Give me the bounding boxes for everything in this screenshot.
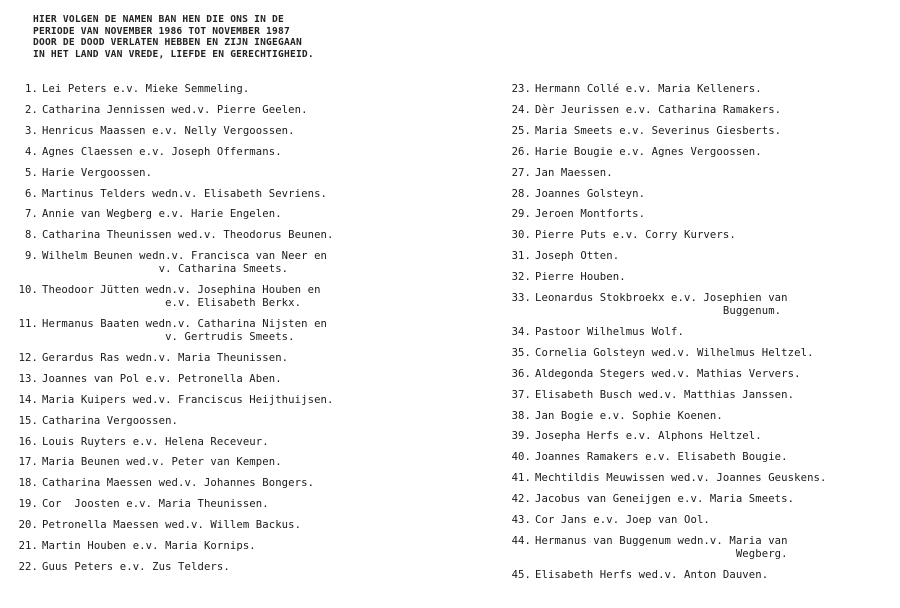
header-line: IN HET LAND VAN VREDE, LIEFDE EN GERECHTIGHEID. — [33, 48, 314, 60]
entry-number: 45. — [511, 568, 531, 581]
entry-number: 38. — [511, 409, 531, 422]
entry-text: Guus Peters e.v. Zus Telders. — [42, 560, 230, 573]
header-line: HIER VOLGEN DE NAMEN BAN HEN DIE ONS IN DE — [33, 14, 284, 25]
entry-text: Cor Joosten e.v. Maria Theunissen. — [42, 498, 269, 511]
entry-text: Harie Bougie e.v. Agnes Vergoossen. — [535, 145, 762, 158]
entry-number: 20. — [18, 519, 38, 532]
entry-number: 28. — [511, 187, 531, 200]
entry-text: Hermanus van Buggenum wedn.v. Maria van — [535, 534, 788, 547]
entry-number: 24. — [511, 103, 531, 116]
entry-text: Cornelia Golsteyn wed.v. Wilhelmus Heltzel. — [535, 346, 814, 359]
entry-number: 22. — [18, 560, 38, 573]
entry-text: Annie van Wegberg e.v. Harie Engelen. — [42, 208, 282, 221]
entry-text: Harie Vergoossen. — [42, 166, 153, 179]
entry-text: Catharina Maessen wed.v. Johannes Bongers. — [42, 477, 315, 490]
entry-number: 10. — [18, 284, 38, 297]
entry-text: Pierre Puts e.v. Corry Kurvers. — [535, 229, 736, 242]
entry-text: Agnes Claessen e.v. Joseph Offermans. — [42, 145, 282, 158]
entry-text: Joannes van Pol e.v. Petronella Aben. — [42, 372, 282, 385]
entry-text: Gerardus Ras wedn.v. Maria Theunissen. — [42, 351, 289, 364]
entry-number: 23. — [511, 83, 531, 95]
entry-number: 31. — [511, 250, 531, 263]
entry-number: 4. — [25, 145, 38, 158]
entry-number: 40. — [511, 451, 531, 464]
entry-number: 3. — [25, 124, 38, 137]
entry-continuation: Wegberg. — [535, 547, 788, 560]
entry-text: Jeroen Montforts. — [535, 208, 646, 221]
entry-text: Jacobus van Geneijgen e.v. Maria Smeets. — [535, 493, 795, 506]
entry-number: 26. — [511, 145, 531, 158]
entry-number: 2. — [25, 103, 38, 116]
entry-text: Aldegonda Stegers wed.v. Mathias Ververs. — [535, 367, 801, 380]
entry-number: 39. — [511, 430, 531, 443]
entry-continuation: Buggenum. — [535, 305, 782, 317]
header-line: PERIODE VAN NOVEMBER 1986 TOT NOVEMBER 1987 — [33, 25, 290, 37]
entry-number: 12. — [18, 351, 38, 364]
entry-text: Petronella Maessen wed.v. Willem Backus. — [42, 519, 302, 532]
entry-continuation: v. Gertrudis Smeets. — [42, 331, 295, 343]
entry-text: Catharina Vergoossen. — [42, 414, 179, 427]
entry-number: 13. — [18, 372, 38, 385]
entry-text: Maria Beunen wed.v. Peter van Kempen. — [42, 456, 282, 469]
entry-number: 34. — [511, 325, 531, 338]
entry-text: Elisabeth Busch wed.v. Matthias Janssen. — [535, 388, 795, 401]
entry-number: 44. — [511, 534, 531, 547]
entry-text: Cor Jans e.v. Joep van Ool. — [535, 514, 710, 526]
entry-text: Joannes Golsteyn. — [535, 187, 646, 200]
entry-number: 29. — [511, 208, 531, 221]
entry-text: Henricus Maassen e.v. Nelly Vergoossen. — [42, 124, 295, 137]
entry-number: 1. — [25, 83, 38, 95]
entry-text: Maria Smeets e.v. Severinus Giesberts. — [535, 124, 782, 137]
entry-number: 11. — [18, 318, 38, 330]
entry-number: 6. — [25, 187, 38, 200]
entry-text: Martinus Telders wedn.v. Elisabeth Sevriens. — [42, 187, 328, 200]
entry-number: 41. — [511, 472, 531, 485]
entry-text: Louis Ruyters e.v. Helena Receveur. — [42, 435, 269, 448]
entry-text: Leonardus Stokbroekx e.v. Josephien van — [535, 292, 788, 304]
entry-text: Catharina Jennissen wed.v. Pierre Geelen. — [42, 103, 308, 116]
entry-text: Theodoor Jütten wedn.v. Josephina Houben en — [42, 284, 321, 297]
entry-text: Martin Houben e.v. Maria Kornips. — [42, 540, 256, 552]
entry-number: 14. — [18, 393, 38, 406]
entry-text: Hermann Collé e.v. Maria Kelleners. — [535, 83, 762, 95]
entry-number: 19. — [18, 498, 38, 511]
entry-number: 9. — [25, 250, 38, 263]
entry-number: 25. — [511, 124, 531, 137]
entry-number: 17. — [18, 456, 38, 469]
entry-number: 42. — [511, 493, 531, 506]
entry-text: Josepha Herfs e.v. Alphons Heltzel. — [535, 430, 762, 443]
entry-number: 15. — [18, 414, 38, 427]
entry-text: Joannes Ramakers e.v. Elisabeth Bougie. — [535, 451, 788, 464]
entry-text: Pierre Houben. — [535, 271, 626, 284]
entry-text: Catharina Theunissen wed.v. Theodorus Beunen. — [42, 229, 334, 242]
entry-number: 5. — [25, 166, 38, 179]
entry-text: Jan Bogie e.v. Sophie Koenen. — [535, 409, 723, 422]
entry-text: Pastoor Wilhelmus Wolf. — [535, 325, 684, 338]
entry-text: Elisabeth Herfs wed.v. Anton Dauven. — [535, 568, 769, 581]
entry-number: 8. — [25, 229, 38, 242]
entry-text: Joseph Otten. — [535, 250, 620, 263]
entry-text: Lei Peters e.v. Mieke Semmeling. — [42, 83, 250, 95]
entry-number: 18. — [18, 477, 38, 490]
entry-text: Hermanus Baaten wedn.v. Catharina Nijsten en — [42, 318, 328, 330]
entry-number: 7. — [25, 208, 38, 221]
entry-continuation: e.v. Elisabeth Berkx. — [42, 297, 302, 310]
entry-text: Mechtildis Meuwissen wed.v. Joannes Geuskens. — [535, 472, 827, 485]
entry-number: 32. — [511, 271, 531, 284]
entry-continuation: v. Catharina Smeets. — [42, 263, 289, 276]
entry-number: 35. — [511, 346, 531, 359]
entry-text: Maria Kuipers wed.v. Franciscus Heijthuijsen. — [42, 393, 334, 406]
entry-text: Jan Maessen. — [535, 166, 613, 179]
header-line: DOOR DE DOOD VERLATEN HEBBEN EN ZIJN INGEGAAN — [33, 37, 302, 48]
entry-number: 43. — [511, 514, 531, 526]
entry-number: 21. — [18, 540, 38, 552]
entry-number: 30. — [511, 229, 531, 242]
entry-text: Wilhelm Beunen wedn.v. Francisca van Neer en — [42, 250, 328, 263]
entry-number: 36. — [511, 367, 531, 380]
entry-number: 27. — [511, 166, 531, 179]
entry-text: Dèr Jeurissen e.v. Catharina Ramakers. — [535, 103, 782, 116]
entry-number: 33. — [511, 292, 531, 304]
entry-number: 37. — [511, 388, 531, 401]
entry-number: 16. — [18, 435, 38, 448]
header-text — [33, 14, 453, 60]
